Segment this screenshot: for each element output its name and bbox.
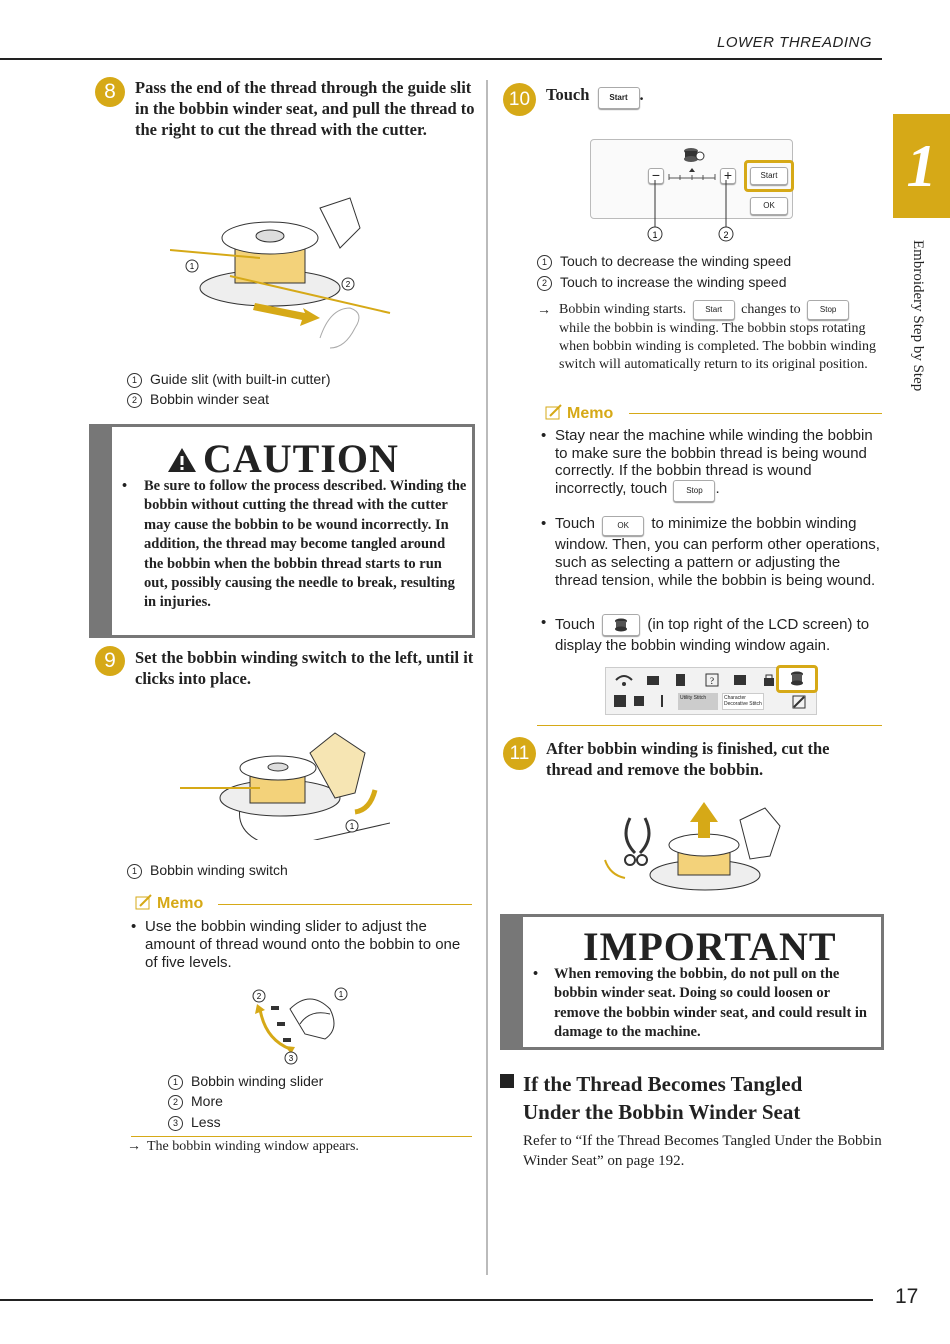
memo-bullet-2-a: Touch xyxy=(555,515,596,532)
step-10-text: Touch Start . xyxy=(546,84,644,109)
caption-label: Touch to increase the winding speed xyxy=(560,274,787,290)
step-9-caption xyxy=(127,862,288,879)
window-ok-button[interactable]: OK xyxy=(750,197,788,215)
slider-caption-3 xyxy=(168,1114,221,1131)
warning-icon xyxy=(167,446,197,474)
caption-label: Less xyxy=(191,1114,221,1130)
memo-left-bullet: • Use the bobbin winding slider to adjust the amount of thread wound onto the bobbin to one of five levels. xyxy=(131,918,471,972)
decrease-speed-button[interactable]: − xyxy=(648,168,664,184)
caption-number: 2 xyxy=(127,393,142,408)
column-divider xyxy=(486,80,488,1275)
slider-caption-1 xyxy=(168,1073,323,1090)
section-title-line-1: If the Thread Becomes Tangled xyxy=(523,1072,803,1096)
section-title-line-2: Under the Bobbin Winder Seat xyxy=(523,1100,801,1124)
step-11-text: After bobbin winding is finished, cut the thread and remove the bobbin. xyxy=(546,739,830,779)
memo-bullet-3: • Touch (in top right of the LCD screen) to display the bobbin winding window again. xyxy=(541,614,870,654)
memo-heading-left xyxy=(135,894,203,913)
window-start-button[interactable]: Start xyxy=(750,167,788,185)
bobbin-guide-illustration xyxy=(170,188,400,358)
start-button[interactable]: Start xyxy=(598,87,640,109)
memo-bullet-1: • Stay near the machine while winding the bobbin to make sure the bobbin thread is being wound correctly. If the bobbin thread is wound incorrectly, touch Stop . xyxy=(541,427,881,502)
header-rule xyxy=(0,58,882,60)
step-9-result: → The bobbin winding window appears. xyxy=(127,1139,359,1154)
caution-box xyxy=(89,424,475,638)
memo-left-text: Use the bobbin winding slider to adjust the amount of thread wound onto the bobbin to one of five levels. xyxy=(145,918,461,971)
lcd-tab-character[interactable]: Character Decorative Stitch xyxy=(722,693,764,710)
chapter-side-title-text: Embroidery Step by Step xyxy=(910,240,926,392)
step-10-caption-2 xyxy=(537,274,786,291)
caption-number: 2 xyxy=(537,276,552,291)
svg-text:2: 2 xyxy=(256,992,262,1001)
step-10-touch: Touch xyxy=(546,85,590,104)
svg-text:1: 1 xyxy=(338,990,344,999)
memo-bullet-2: • Touch OK to minimize the bobbin winding window. Then, you can perform other operations, such as selecting a pattern or adjusting the thread tension, while the bobbin is being wound. xyxy=(541,515,880,589)
svg-text:?: ? xyxy=(710,676,714,686)
memo-ok-button: OK xyxy=(602,516,644,536)
caution-title xyxy=(167,435,399,482)
bobbin-speed-icon xyxy=(681,145,707,165)
caption-label: Bobbin winding slider xyxy=(191,1073,324,1089)
caption-number: 1 xyxy=(127,864,142,879)
step-9-text: Set the bobbin winding switch to the left, until it clicks into place. xyxy=(135,648,474,688)
caption-label: More xyxy=(191,1093,223,1109)
bobbin-winding-icon-button xyxy=(602,614,640,636)
caption-number: 1 xyxy=(127,373,142,388)
svg-text:1: 1 xyxy=(189,262,195,271)
step-10-number: 10 xyxy=(503,83,536,116)
section-marker xyxy=(500,1074,514,1088)
memo-bullet-1-text: Stay near the machine while winding the bobbin to make sure the bobbin thread is being wound correctly. If the bobbin thread is wound incorrectly, touch xyxy=(555,427,873,497)
svg-text:3: 3 xyxy=(288,1054,294,1063)
caption-number: 1 xyxy=(537,255,552,270)
inline-start-button: Start xyxy=(693,300,735,320)
slider-caption-2 xyxy=(168,1093,223,1110)
memo-end-rule xyxy=(537,725,882,726)
section-title xyxy=(523,1070,802,1126)
important-text: • When removing the bobbin, do not pull on the bobbin winder seat. Doing so could loosen or remove the bobbin winder seat, and could result in damage to the machine. xyxy=(533,965,878,1043)
step-11-number: 11 xyxy=(503,737,536,770)
important-bar xyxy=(503,917,523,1047)
bobbin-icon xyxy=(789,671,805,687)
lcd-toolbar xyxy=(605,667,817,715)
result-part-c: while the bobbin is winding. The bobbin stops rotating when bobbin winding is completed. The bobbin winding switch will automatically return to its original position. xyxy=(559,321,877,372)
chapter-side-title xyxy=(902,240,930,480)
result-part-a: Bobbin winding starts. xyxy=(559,302,687,317)
inline-stop-button: Stop xyxy=(807,300,849,320)
caption-number: 1 xyxy=(168,1075,183,1090)
memo-bullet-3-b: (in top right of the LCD screen) to display the bobbin winding window again. xyxy=(555,616,870,654)
caption-number: 3 xyxy=(168,1116,183,1131)
memo-end-rule xyxy=(131,1136,472,1137)
caption-label: Guide slit (with built-in cutter) xyxy=(150,371,331,387)
memo-rule xyxy=(629,413,882,414)
bobbin-icon xyxy=(614,618,628,632)
caution-title-text: CAUTION xyxy=(203,436,399,481)
step-8-number: 8 xyxy=(95,77,125,107)
increase-speed-button[interactable]: + xyxy=(720,168,736,184)
step-8-caption-2 xyxy=(127,391,269,408)
svg-text:1: 1 xyxy=(652,230,658,240)
bobbin-slider-illustration xyxy=(245,984,355,1068)
lcd-bottom-icons xyxy=(612,693,672,709)
caution-bar xyxy=(92,427,112,635)
caution-text: • Be sure to follow the process described. Winding the bobbin without cutting the thread with the cutter may cause the bobbin to be wound incorrectly. In addition, the thread may become tangled around the bobbin when the bobbin thread starts to run out, possibly causing the needle to break, resulting in injuries. xyxy=(122,477,467,613)
step-9-number: 9 xyxy=(95,646,125,676)
step-10-caption-1 xyxy=(537,253,791,270)
important-box xyxy=(500,914,884,1050)
bobbin-removal-illustration xyxy=(600,800,790,900)
memo-pencil-icon xyxy=(135,894,153,910)
step-10-result: → Bobbin winding starts. Start changes to Stop while the bobbin is winding. The bobbin stops rotating when bobbin winding is completed. The bobbin winding switch will automatically return to its original position. xyxy=(537,302,877,372)
lcd-top-icons xyxy=(614,672,784,688)
page-number: 17 xyxy=(895,1285,919,1308)
memo-rule xyxy=(218,904,472,905)
memo-title: Memo xyxy=(157,895,204,912)
important-title: IMPORTANT xyxy=(583,924,837,969)
caption-label: Bobbin winding switch xyxy=(150,862,288,878)
lcd-bobbin-button[interactable] xyxy=(776,665,818,693)
memo-pencil-icon xyxy=(545,404,563,420)
speed-callout-lines xyxy=(640,180,740,245)
step-8-caption-1 xyxy=(127,371,331,388)
section-reference: Refer to “If the Thread Becomes Tangled Under the Bobbin Winder Seat” on page 192. xyxy=(523,1133,882,1169)
step-9-result-text: The bobbin winding window appears. xyxy=(147,1139,359,1154)
bobbin-switch-illustration xyxy=(180,728,390,840)
step-8-text: Pass the end of the thread through the guide slit in the bobbin winder seat, and pull the thread to the right to cut the thread with the cutter. xyxy=(135,78,475,139)
lcd-tab-utility[interactable]: Utility Stitch xyxy=(678,693,718,710)
footer-rule xyxy=(0,1299,873,1301)
caution-body: Be sure to follow the process described. Winding the bobbin without cutting the thread with the cutter may cause the bobbin to be wound incorrectly. In addition, the thread may become tangled around the bobbin when the bobbin thread starts to run out, possibly causing the needle to break, resulting in injuries. xyxy=(144,478,467,611)
memo-bullet-2-b: to minimize the bobbin winding window. Then, you can perform other operations, such as selecting a pattern or adjusting the thread tension, while the bobbin is being wound. xyxy=(555,515,880,589)
caption-label: Bobbin winder seat xyxy=(150,391,270,407)
memo-title: Memo xyxy=(567,405,614,422)
svg-text:2: 2 xyxy=(723,230,729,240)
caption-number: 2 xyxy=(168,1095,183,1110)
important-body: When removing the bobbin, do not pull on the bobbin winder seat. Doing so could loosen or remove the bobbin winder seat, and could result in damage to the machine. xyxy=(554,966,867,1041)
memo-heading-right xyxy=(545,404,613,423)
chapter-tab: 1 xyxy=(893,114,950,218)
svg-text:2: 2 xyxy=(345,280,351,289)
result-part-b: changes to xyxy=(741,302,801,317)
caption-label: Touch to decrease the winding speed xyxy=(560,253,792,269)
lcd-edit-icon[interactable] xyxy=(792,695,808,709)
memo-bullet-3-a: Touch xyxy=(555,616,596,633)
memo-stop-button: Stop xyxy=(673,480,715,502)
running-header: LOWER THREADING xyxy=(716,34,872,51)
svg-text:1: 1 xyxy=(349,822,355,831)
